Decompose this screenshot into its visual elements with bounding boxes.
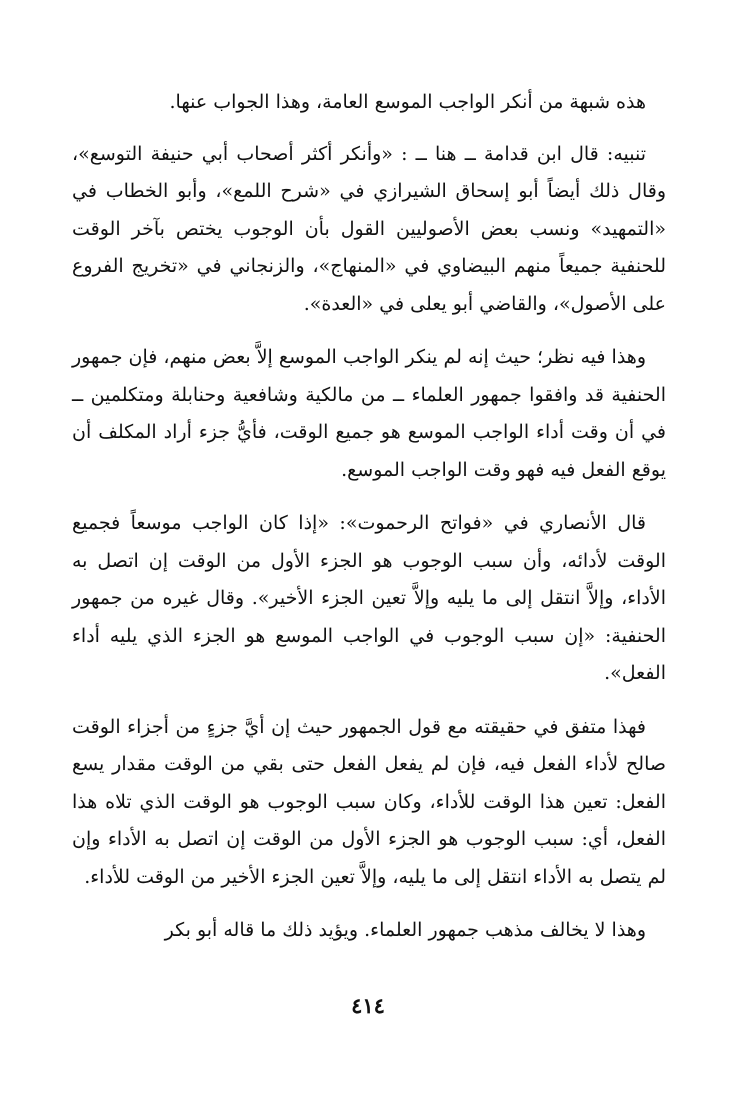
- paragraph-2: تنبيه: قال ابن قدامة ــ هنا ــ : «وأنكر أكثر أصحاب أبي حنيفة التوسع»، وقال ذلك أيضاً أبو إسحاق الشيرازي في «شرح اللمع»، وأبو الخطاب في «التمهيد» ونسب بعض الأصوليين القول بأن الوجوب يختص بآخر الوقت للحنفية جميعاً منهم البيضاوي في «المنهاج»، والزنجاني في «تخريج الفروع على الأصول»، والقاضي أبو يعلى في «العدة».: [72, 142, 666, 315]
- page-number: ٤١٤: [351, 993, 385, 1018]
- paragraph-5: فهذا متفق في حقيقته مع قول الجمهور حيث إن أيَّ جزءٍ من أجزاء الوقت صالح لأداء الفعل فيه، فإن لم يفعل الفعل حتى بقي من الوقت مقدار يسع الفعل: تعين هذا الوقت للأداء، وكان سبب الوجوب هو الوقت الذي تلاه هذا الفعل، أي: سبب الوجوب هو الجزء الأول من الوقت إن اتصل به الأداء وإن لم يتصل به الأداء انتقل إلى ما يليه، وإلاَّ تعين الجزء الأخير من الوقت للأداء.: [72, 715, 666, 888]
- page-body: [72, 84, 666, 966]
- paragraph-1: هذه شبهة من أنكر الواجب الموسع العامة، وهذا الجواب عنها.: [169, 91, 646, 113]
- paragraph-6: وهذا لا يخالف مذهب جمهور العلماء. ويؤيد ذلك ما قاله أبو بكر: [164, 919, 646, 941]
- paragraph-3: وهذا فيه نظر؛ حيث إنه لم ينكر الواجب الموسع إلاَّ بعض منهم، فإن جمهور الحنفية قد وافقوا جمهور العلماء ــ من مالكية وشافعية وحنابلة ومتكلمين ــ في أن وقت أداء الواجب الموسع هو جميع الوقت، فأيُّ جزء أراد المكلف أن يوقع الفعل فيه فهو وقت الواجب الموسع.: [72, 346, 666, 481]
- paragraph-4: قال الأنصاري في «فواتح الرحموت»: «إذا كان الواجب موسعاً فجميع الوقت لأدائه، وأن سبب الوجوب هو الجزء الأول من الوقت إن اتصل به الأداء، وإلاَّ انتقل إلى ما يليه وإلاَّ تعين الجزء الأخير». وقال غيره من جمهور الحنفية: «إن سبب الوجوب في الواجب الموسع هو الجزء الذي يليه أداء الفعل».: [72, 512, 666, 684]
